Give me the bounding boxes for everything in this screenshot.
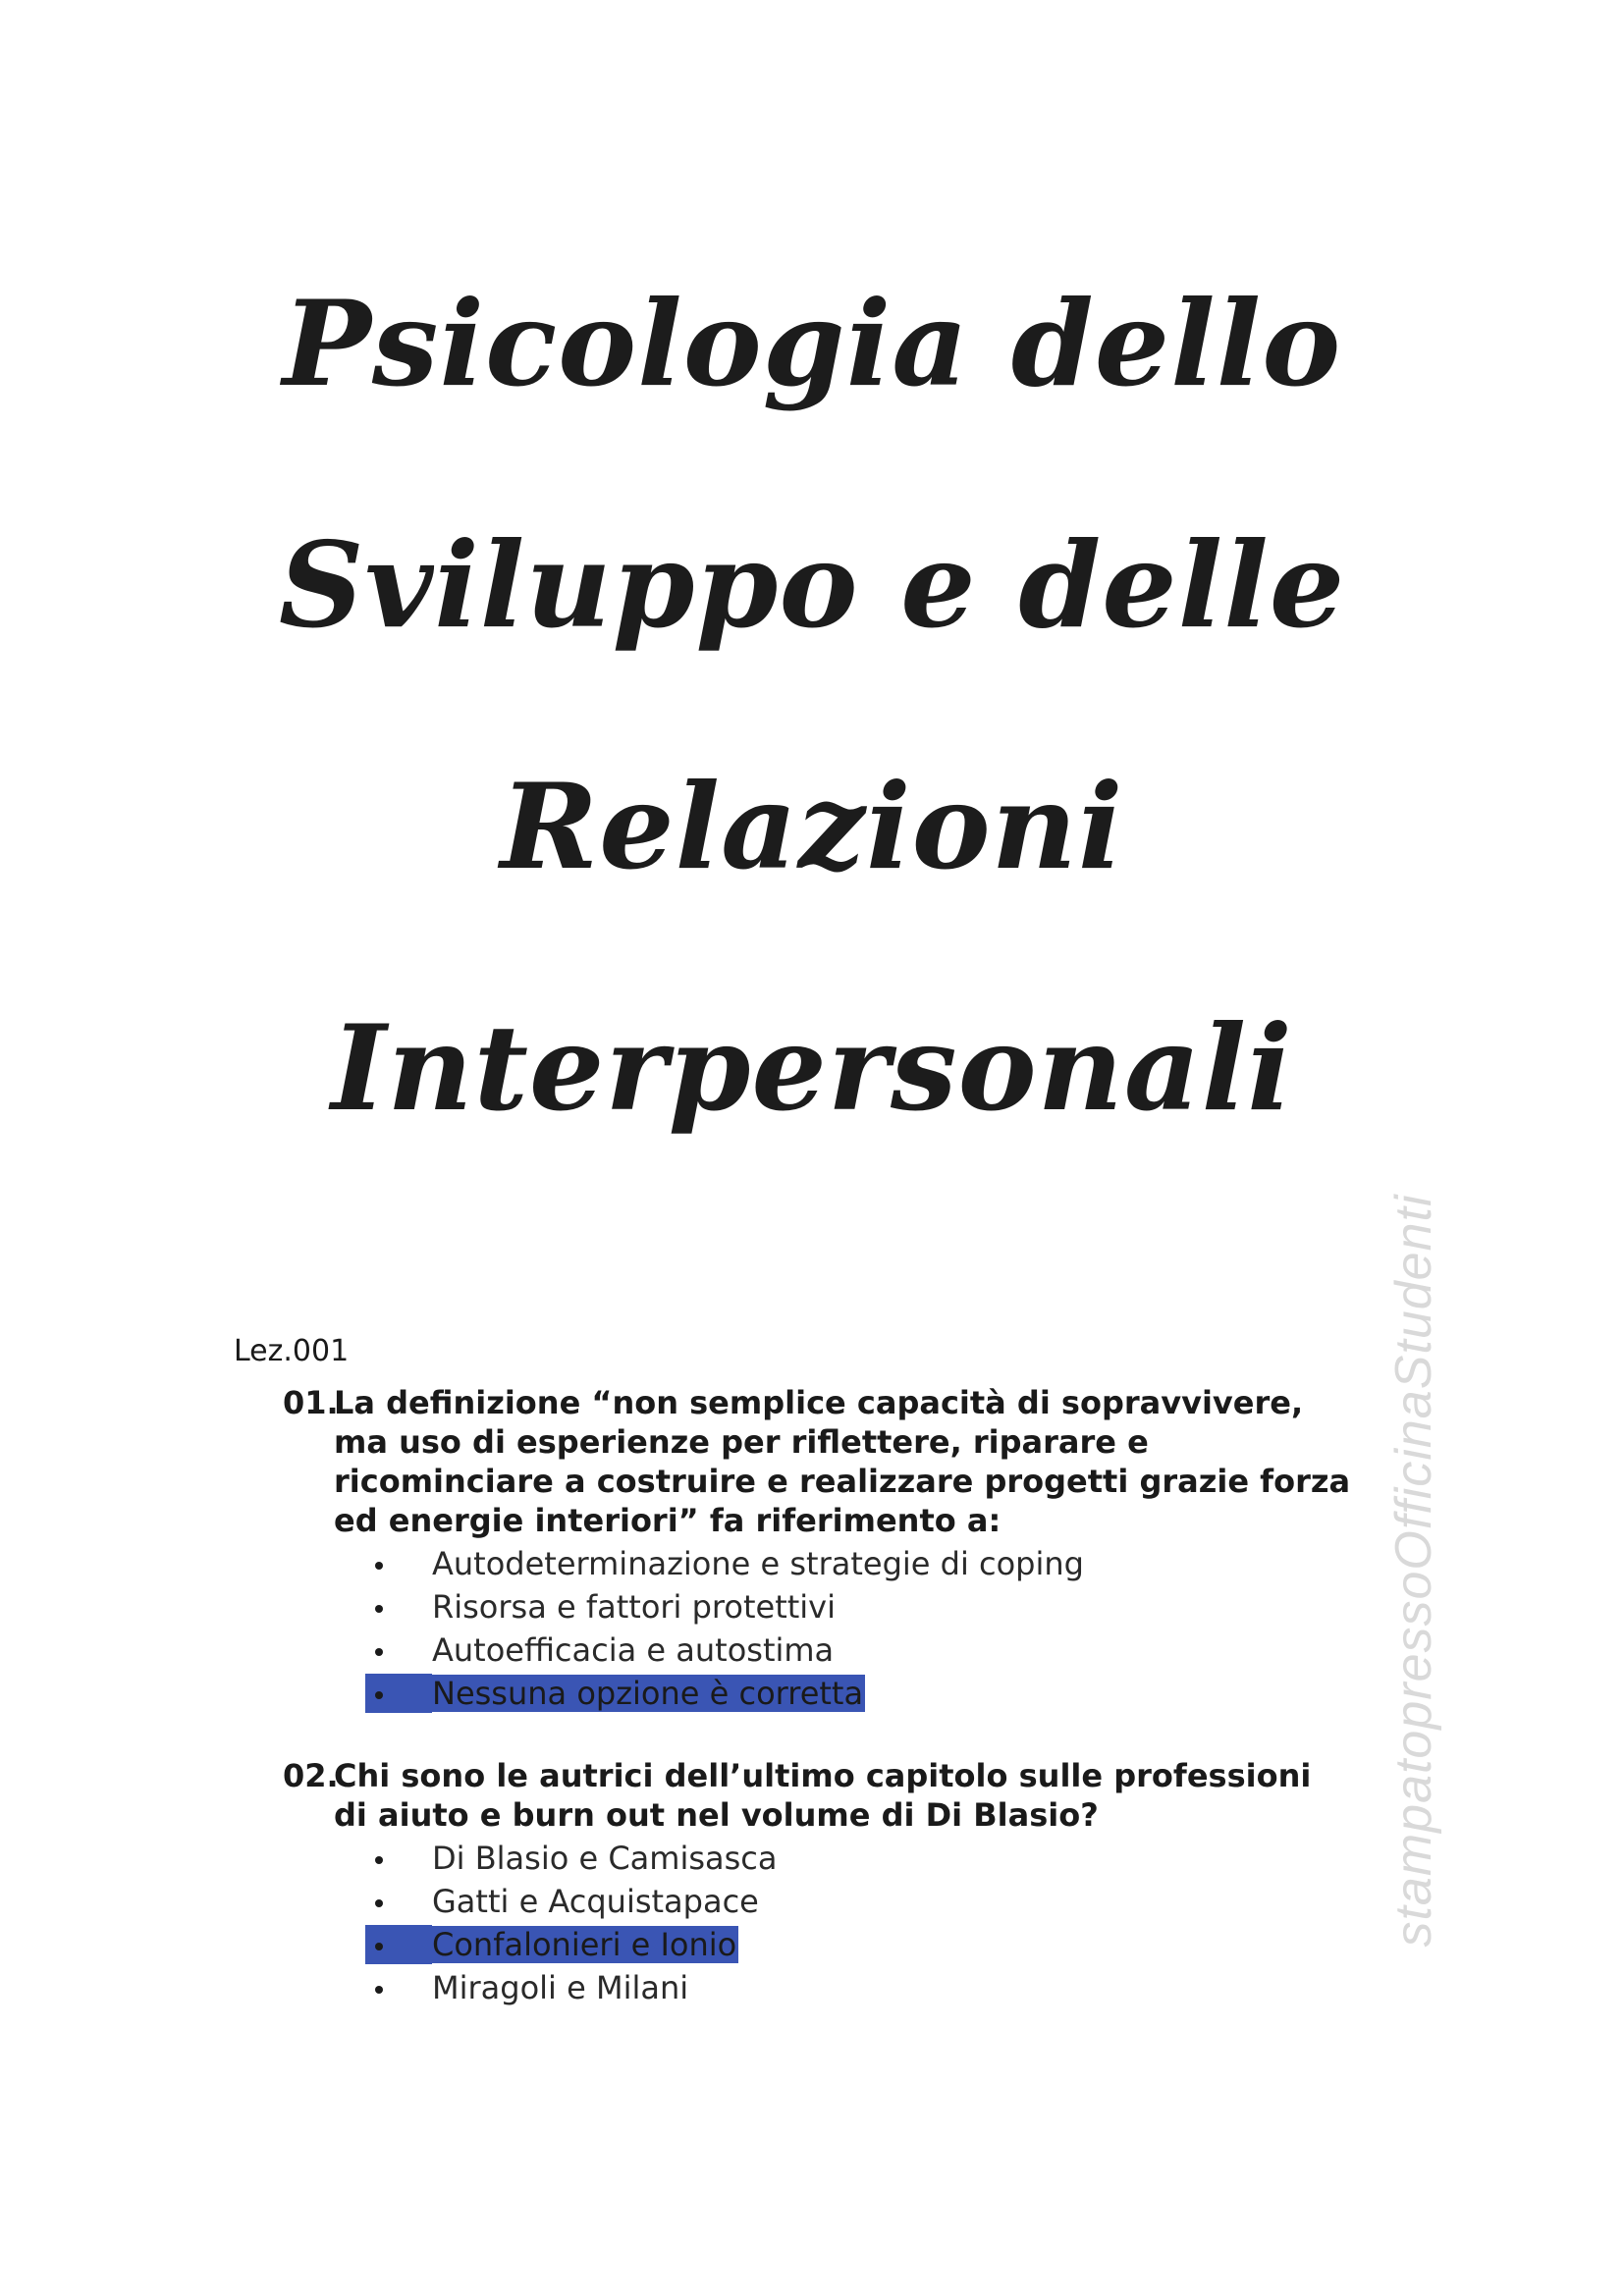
- title-line-3: Relazioni: [500, 758, 1124, 896]
- option-item-correct[interactable]: [334, 1672, 1412, 1715]
- bullet-icon: [375, 1856, 383, 1864]
- option-item[interactable]: [334, 1585, 1412, 1629]
- option-label: Di Blasio e Camisasca: [432, 1840, 778, 1877]
- option-item[interactable]: [334, 1837, 1412, 1880]
- question-text: Chi sono le autrici dell’ultimo capitolo sulle professioni di aiuto e burn out nel volume di Di Blasio?: [334, 1757, 1312, 1834]
- title-line-2: Sviluppo e delle: [278, 516, 1346, 655]
- bullet-icon: [375, 1986, 383, 1994]
- option-item-correct[interactable]: [334, 1923, 1412, 1966]
- option-label: Miragoli e Milani: [432, 1969, 689, 2006]
- option-label: Nessuna opzione è corretta: [432, 1675, 864, 1712]
- bullet-icon: [375, 1605, 383, 1613]
- title-line-4: Interpersonali: [331, 999, 1293, 1138]
- option-item[interactable]: [334, 1542, 1412, 1585]
- question-text: La definizione “non semplice capacità di sopravvivere, ma uso di esperienze per riflettere, riparare e ricominciare a costruire e realizzare progetti grazie forza ed energie interiori” fa riferimento a:: [334, 1384, 1351, 1539]
- bullet-icon: [375, 1562, 383, 1570]
- title-line-1: Psicologia dello: [282, 275, 1342, 413]
- lesson-label: Lez.001: [234, 1334, 350, 1368]
- quiz-content: [234, 1332, 1412, 2051]
- option-item[interactable]: [334, 1966, 1412, 2009]
- option-label: Confalonieri e Ionio: [432, 1926, 737, 1963]
- bullet-icon: [375, 1691, 383, 1699]
- option-item[interactable]: [334, 1880, 1412, 1923]
- options-list: [283, 1837, 1412, 2009]
- option-item[interactable]: [334, 1629, 1412, 1672]
- watermark-text: stampatopressoOfficinaStudenti: [1385, 1194, 1442, 1948]
- document-title: [0, 224, 1624, 1190]
- bullet-icon: [375, 1648, 383, 1656]
- question-number: 02.: [283, 1757, 339, 1794]
- question-number: 01.: [283, 1384, 339, 1421]
- option-label: Autoefficacia e autostima: [432, 1631, 835, 1669]
- option-label: Gatti e Acquistapace: [432, 1883, 759, 1920]
- option-label: Autodeterminazione e strategie di coping: [432, 1545, 1084, 1582]
- question-2: [283, 1756, 1412, 2009]
- option-label: Risorsa e fattori protettivi: [432, 1588, 836, 1626]
- options-list: [283, 1542, 1412, 1715]
- bullet-icon: [375, 1943, 383, 1950]
- question-1: [283, 1383, 1412, 1715]
- bullet-icon: [375, 1899, 383, 1907]
